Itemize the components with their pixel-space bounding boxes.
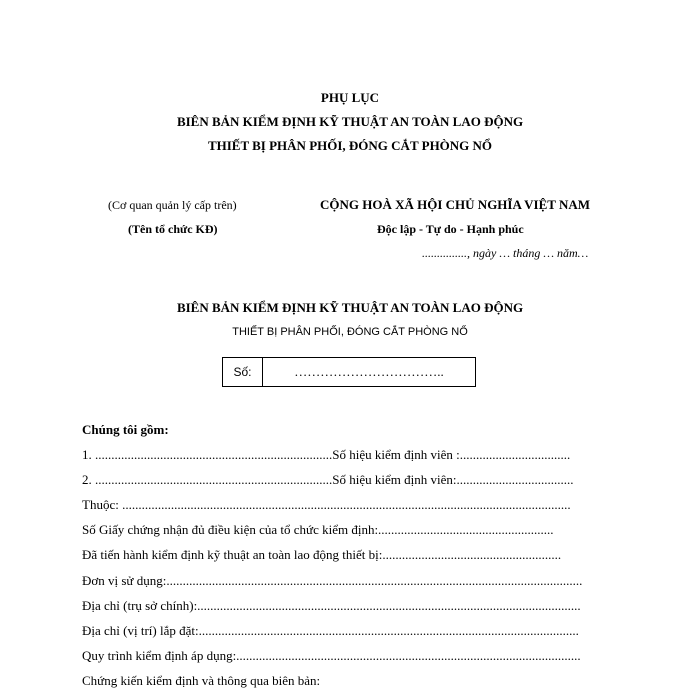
header-title-line2: THIẾT BỊ PHÂN PHỐI, ĐÓNG CẮT PHÒNG NỔ: [207, 138, 493, 153]
document-number-box: [222, 357, 476, 387]
national-motto: Độc lập - Tự do - Hạnh phúc: [377, 222, 524, 236]
form-line[interactable]: 1. .........................................................................Số hiệu kiểm định viên :..................................: [82, 447, 571, 462]
form-line: Chứng kiến kiểm định và thông qua biên bản:: [82, 673, 321, 688]
date-line: ..............., ngày … tháng … năm…: [422, 246, 589, 260]
form-line[interactable]: Thuộc: ..........................................................................................................................................: [82, 497, 571, 512]
document-number-value[interactable]: ……………………………..: [294, 364, 444, 379]
form-line[interactable]: Số Giấy chứng nhận đủ điều kiện của tổ chức kiểm định:......................................................: [82, 522, 554, 537]
form-line[interactable]: Quy trình kiểm định áp dụng:..........................................................................................................: [82, 648, 581, 663]
header-title-line1: BIÊN BẢN KIỂM ĐỊNH KỸ THUẬT AN TOÀN LAO ĐỘNG: [176, 114, 524, 129]
section-heading: Chúng tôi gồm:: [82, 422, 169, 437]
form-line[interactable]: Đã tiến hành kiểm định kỹ thuật an toàn lao động thiết bị:.......................................................: [82, 547, 562, 562]
org-name-label: (Tên tổ chức KĐ): [128, 222, 218, 236]
appendix-heading: PHỤ LỤC: [320, 90, 380, 105]
document-subtitle: THIẾT BỊ PHÂN PHỐI, ĐÓNG CẮT PHÒNG NỔ: [232, 326, 468, 338]
country-name: CỘNG HOÀ XÃ HỘI CHỦ NGHĨA VIỆT NAM: [320, 197, 591, 212]
form-line[interactable]: 2. .........................................................................Số hiệu kiểm định viên:....................................: [82, 472, 574, 487]
form-line[interactable]: Đơn vị sử dụng:................................................................................................................................: [82, 573, 583, 588]
agency-label: (Cơ quan quản lý cấp trên): [108, 198, 237, 212]
form-line[interactable]: Địa chỉ (trụ sở chính):......................................................................................................................: [82, 598, 581, 613]
form-line[interactable]: Địa chỉ (vị trí) lắp đặt:.....................................................................................................................: [82, 623, 579, 638]
document-number-label: Số:: [223, 358, 263, 386]
document-title: BIÊN BẢN KIỂM ĐỊNH KỸ THUẬT AN TOÀN LAO ĐỘNG: [176, 300, 524, 315]
